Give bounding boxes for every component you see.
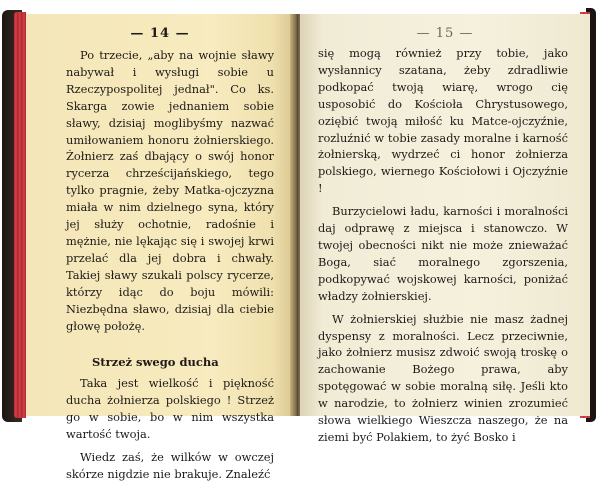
right-paragraph-1: się mogą również przy tobie, jako wysłannicy szatana, żeby zdradliwie podkopać twoją wiarę, wrogo cię usposobić do Kościoła Chrystusowego, oziębić twoją miłość ku Matce-ojczyźnie, rozluźnić w tobie zasady moralne i karność żołnierską, wydrzeć ci honor żołnierza polskiego, wiernego Kościołowi i Ojczyźnie !: [318, 46, 568, 196]
left-paragraph-1: Po trzecie, „aby na wojnie sławy nabywał i wysługi sobie u Rzeczypospolitej jednał". Co ks. Skarga zowie jednaniem sobie sławy, dzisiaj moglibyśmy nazwać umiłowaniem honoru żołnierskiego. Żołnierz zaś dbający o swój honor rycerza chrześcijańskiego, tego tylko pragnie, żeby Matka-ojczyzna miała w nim dzielnego syna, który jej służy ochotnie, radośnie i mężnie, nie lękając się i swojej krwi przelać dla jej dobra i chwały. Takiej sławy szukali polscy rycerze, którzy idąc do boju mówili: Niezbędna sławo, dzisiaj dla ciebie głowę położę.: [66, 48, 274, 333]
right-page: [300, 14, 590, 444]
right-paragraph-2: Burzycielowi ładu, karności i moralności daj odprawę z miejsca i stanowczo. W twojej obecności nikt nie może znieważać Boga, siać moralnego zgorszenia, podkopywać wojskowej karności, poniżać władzy żołnierskiej.: [318, 204, 568, 303]
left-paragraph-2: Taka jest wielkość i piękność ducha żołnierza polskiego ! Strzeż go w sobie, bo w nim wszystka wartość twoja.: [66, 376, 274, 442]
page-number-right: — 15 —: [416, 26, 474, 41]
section-heading: Strzeż swego ducha: [92, 355, 219, 370]
page-number-left: — 14 —: [130, 26, 190, 41]
right-paragraph-3: W żołnierskiej służbie nie masz żadnej dyspensy z moralności. Lecz przeciwnie, jako żołnierz musisz zdwoić swoją troskę o zachowanie Bożego prawa, aby spotęgować w sobie moralną siłę. Jeśli kto w narodzie, to żołnierz winien zrozumieć słowa wielkiego Wieszcza naszego, że na ziemi być Polakiem, to żyć Bosko i: [318, 311, 568, 444]
left-paragraph-3: Wiedz zaś, że wilków w owczej skórze nigdzie nie brakuje. Znaleźć: [66, 450, 274, 481]
left-page: [26, 14, 294, 481]
page-edges-left: [14, 12, 26, 418]
